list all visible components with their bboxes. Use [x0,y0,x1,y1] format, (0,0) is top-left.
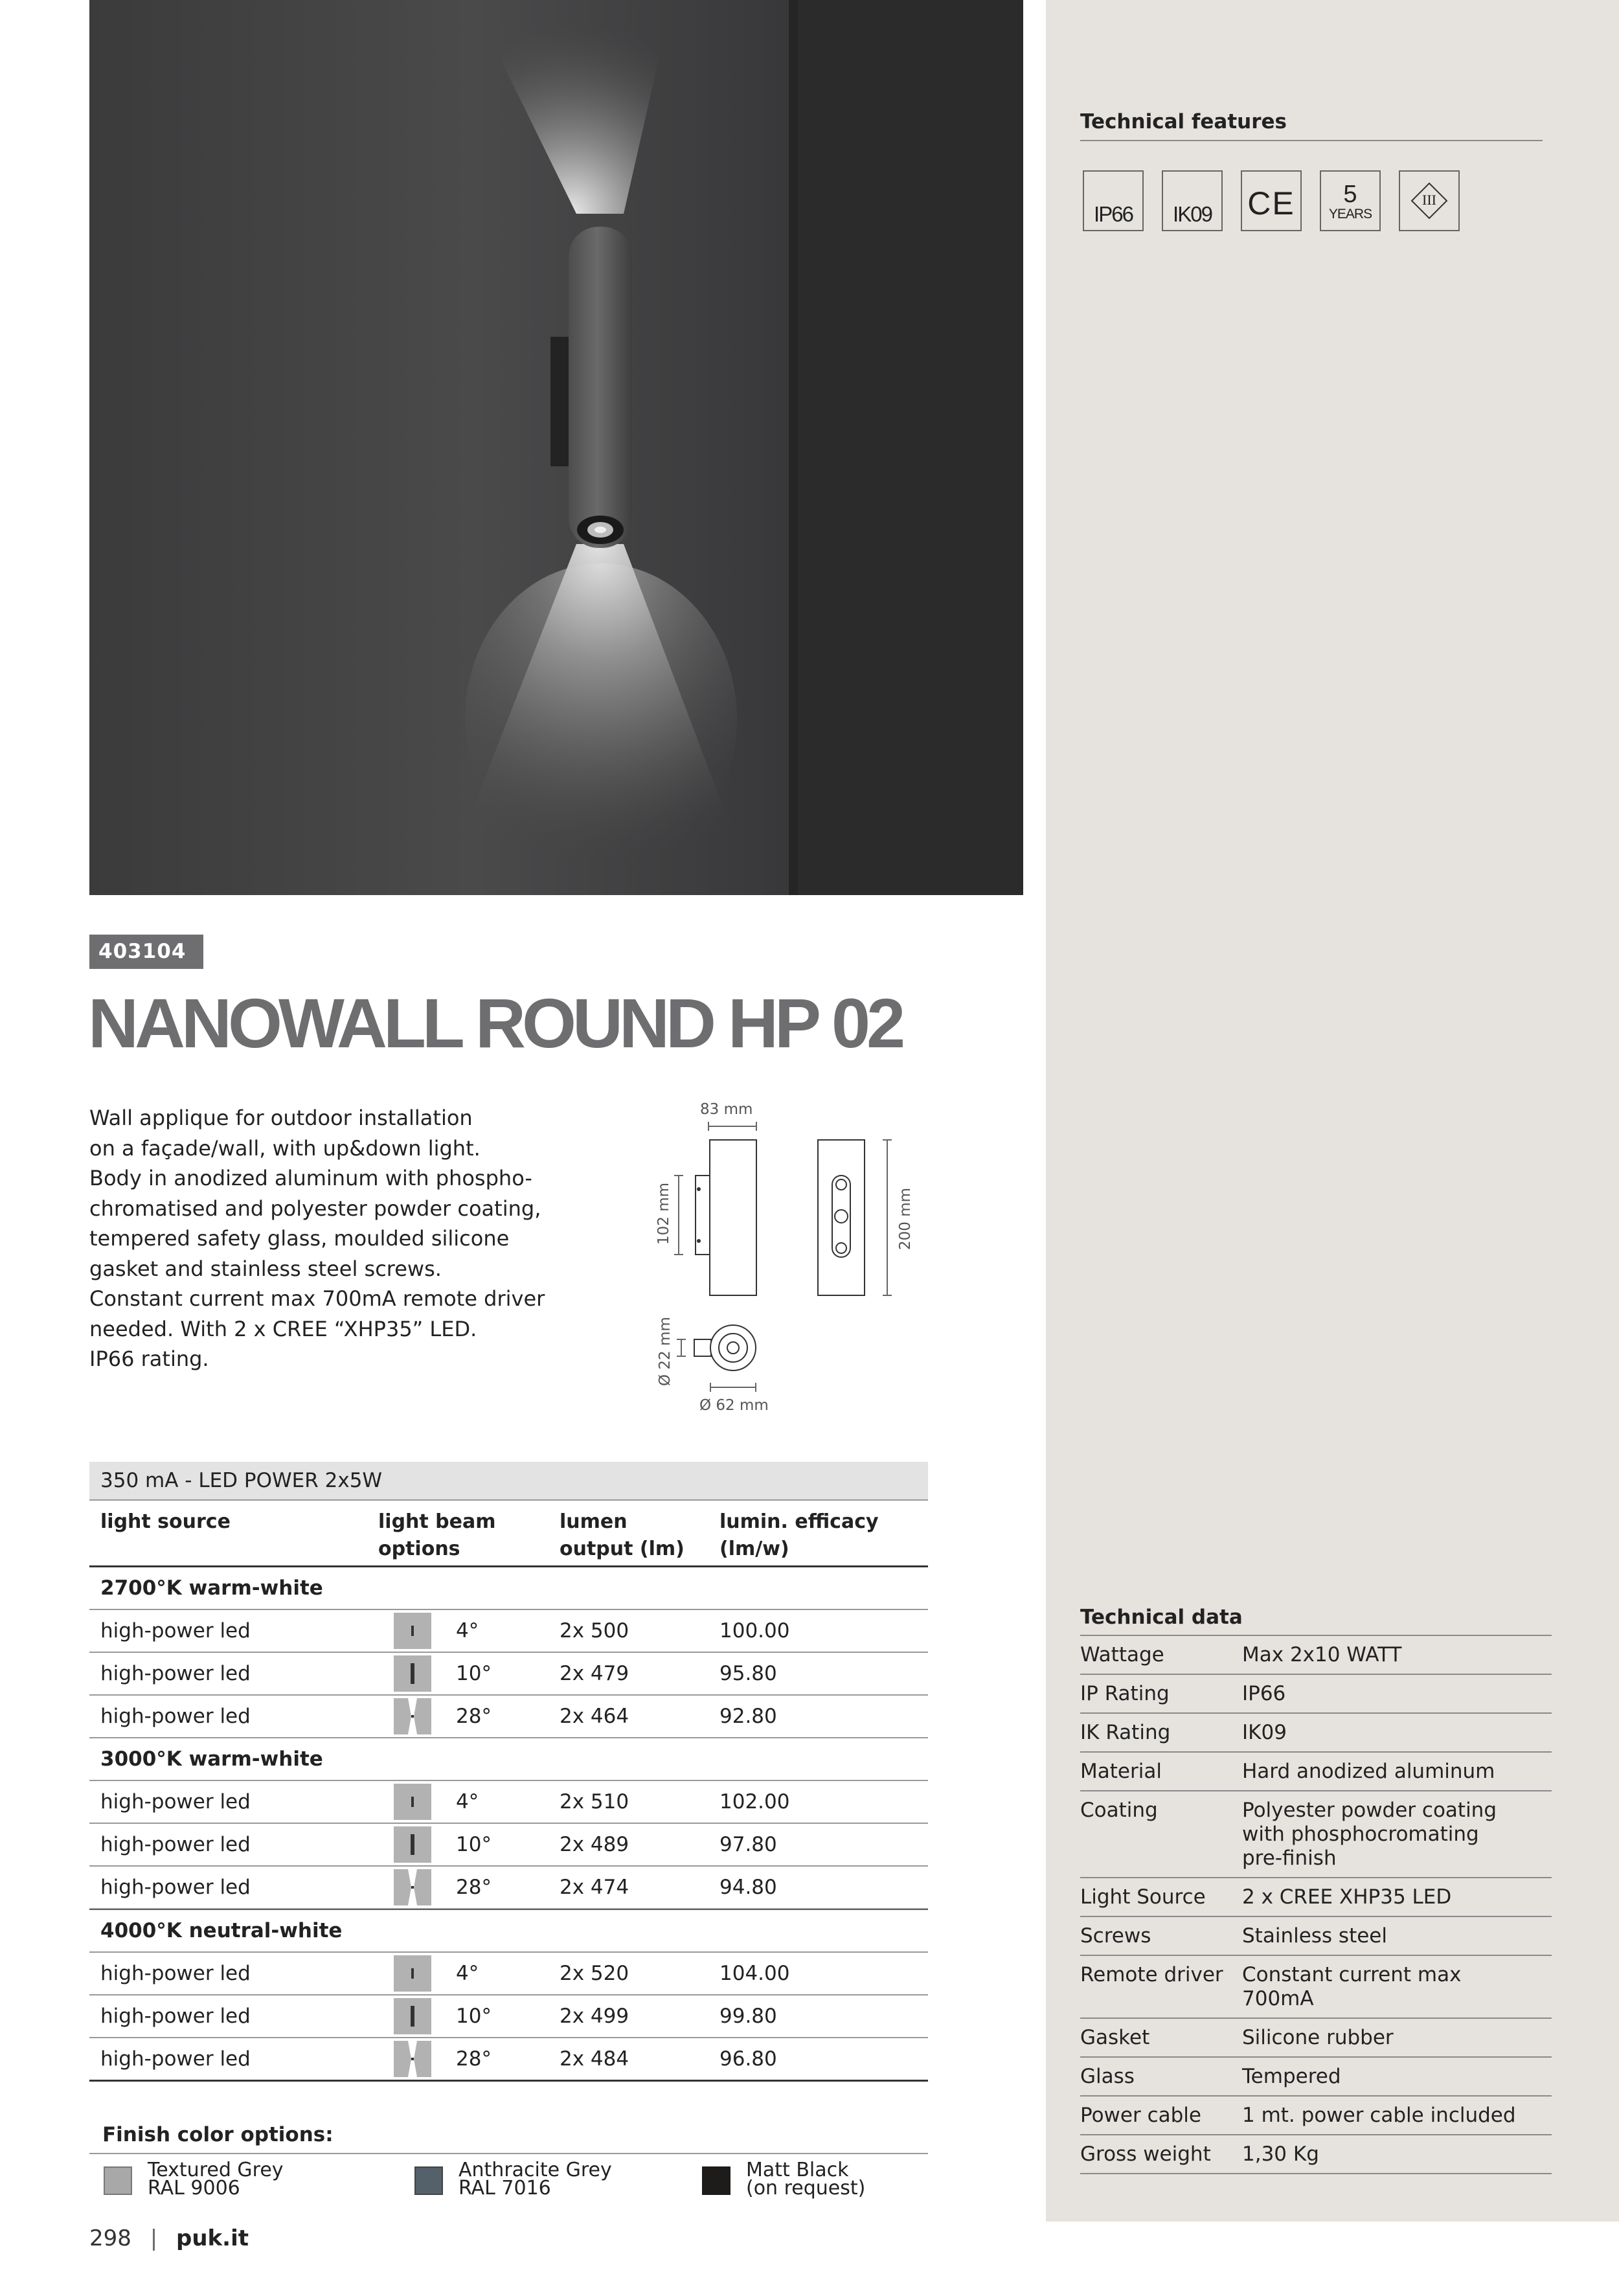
beam-wide-icon [394,1698,431,1734]
cell-efficacy: 97.80 [719,1833,777,1856]
data-row [1080,1791,1552,1878]
data-row [1080,1636,1552,1675]
data-row [1080,1714,1552,1753]
data-value: Hard anodized aluminum [1242,1760,1495,1783]
data-key: Coating [1080,1799,1158,1822]
finish-name: Matt Black [746,2159,849,2181]
cell-efficacy: 92.80 [719,1705,777,1728]
data-key: Gasket [1080,2026,1150,2049]
badge-text: IP66 [1094,202,1133,226]
header-light-source: light source [100,1510,231,1533]
cell-beam: 4° [456,1962,479,1985]
data-value: Tempered [1242,2065,1341,2088]
table-row [89,1824,928,1867]
cell-efficacy: 104.00 [719,1962,790,1985]
spec-table-title: 350 mA - LED POWER 2x5W [89,1462,928,1501]
cell-beam: 10° [456,1662,492,1685]
mount-height-label: 102 mm [655,1182,672,1245]
technical-features-title: Technical features [1080,110,1287,133]
cell-lumen: 2x 484 [560,2047,629,2071]
cell-efficacy: 94.80 [719,1876,777,1899]
cell-source: high-power led [100,1876,251,1899]
ik09-icon [1162,170,1223,231]
cell-lumen: 2x 474 [560,1876,629,1899]
product-title: NANOWALL ROUND HP 02 [88,984,902,1062]
data-row [1080,2019,1552,2058]
spec-table-header [89,1501,928,1567]
finish-ral: RAL 9006 [148,2177,240,2199]
data-key: Power cable [1080,2104,1201,2127]
product-code: 403104 [89,935,203,969]
ip66-icon [1083,170,1144,231]
data-key: Wattage [1080,1643,1164,1666]
data-value: 1 mt. power cable included [1242,2104,1516,2127]
table-row [89,1867,928,1909]
height-label: 200 mm [897,1187,914,1250]
badge-number: 5 [1343,181,1357,208]
cell-lumen: 2x 510 [560,1790,629,1813]
cell-beam: 28° [456,2047,492,2071]
badge-text: IK09 [1173,202,1212,226]
data-value: IK09 [1242,1721,1287,1744]
cell-lumen: 2x 479 [560,1662,629,1685]
class-iii-icon [1399,170,1460,231]
cell-source: high-power led [100,2005,251,2028]
cell-source: high-power led [100,1833,251,1856]
finish-label [459,2161,612,2198]
bracket-diameter-label: Ø 22 mm [657,1317,674,1386]
group-row [89,1567,928,1610]
color-swatch [414,2166,443,2195]
description-line: needed. With 2 x CREE “XHP35” LED. [89,1316,477,1341]
data-value: Stainless steel [1242,1924,1387,1948]
page-number: 298 [89,2225,131,2251]
description-line: tempered safety glass, moulded silicone [89,1226,510,1251]
cell-source: high-power led [100,2047,251,2071]
group-name: 3000°K warm-white [100,1747,323,1771]
cell-lumen: 2x 499 [560,2005,629,2028]
technical-data-table [1080,1600,1552,2174]
data-row [1080,1878,1552,1917]
data-key: Screws [1080,1924,1151,1948]
header-efficacy: lumin. efficacy (lm/w) [719,1510,879,1560]
width-dimension-label: 83 mm [700,1101,753,1118]
product-photo [89,0,1023,895]
warranty-5-years-icon [1320,170,1381,231]
description-line: Body in anodized aluminum with phospho- [89,1166,532,1190]
finish-name: Anthracite Grey [459,2159,612,2181]
cell-efficacy: 96.80 [719,2047,777,2071]
data-value: Constant current max 700mA [1242,1963,1462,2010]
description-line: gasket and stainless steel screws. [89,1256,442,1281]
description-line: Constant current max 700mA remote driver [89,1286,545,1311]
table-row [89,2038,928,2082]
badge-text: III [1422,192,1436,208]
cell-beam: 10° [456,2005,492,2028]
product-description [89,1103,620,1374]
technical-data-title: Technical data [1080,1600,1552,1636]
group-name: 4000°K neutral-white [100,1919,343,1942]
divider [1080,140,1543,141]
cell-lumen: 2x 464 [560,1705,629,1728]
data-row [1080,2097,1552,2135]
data-value: IP66 [1242,1682,1286,1705]
ce-mark-icon [1241,170,1302,231]
data-key: IP Rating [1080,1682,1170,1705]
cell-source: high-power led [100,1705,251,1728]
group-row [89,1738,928,1781]
finish-label [746,2161,865,2198]
beam-wide-icon [394,2041,431,2077]
data-row [1080,1675,1552,1714]
group-name: 2700°K warm-white [100,1576,323,1600]
finish-label [148,2161,284,2198]
table-row [89,1610,928,1653]
finish-options [89,2117,928,2199]
data-value: Max 2x10 WATT [1242,1643,1402,1666]
color-swatch [702,2166,730,2195]
data-key: IK Rating [1080,1721,1171,1744]
header-light-beam: light beam options [378,1510,496,1560]
cell-beam: 4° [456,1790,479,1813]
beam-narrow-icon [394,1613,431,1649]
group-row [89,1909,928,1953]
badge-text: YEARS [1328,207,1372,222]
finish-title: Finish color options: [89,2117,928,2154]
beam-wide-icon [394,1869,431,1905]
data-value: Polyester powder coating with phosphocromating pre-finish [1242,1799,1497,1870]
beam-medium-icon [394,1826,431,1863]
cell-lumen: 2x 500 [560,1619,629,1642]
cell-source: high-power led [100,1662,251,1685]
finish-ral: RAL 7016 [459,2177,551,2199]
data-row [1080,1956,1552,2019]
data-row [1080,1753,1552,1791]
description-line: chromatised and polyester powder coating, [89,1196,541,1221]
data-key: Material [1080,1760,1162,1783]
cell-lumen: 2x 520 [560,1962,629,1985]
cell-source: high-power led [100,1790,251,1813]
data-value: 1,30 Kg [1242,2143,1319,2166]
beam-medium-icon [394,1655,431,1692]
description-line: IP66 rating. [89,1347,209,1371]
description-line: Wall applique for outdoor installation [89,1106,473,1130]
finish-name: Textured Grey [148,2159,284,2181]
table-row [89,1953,928,1995]
data-value: Silicone rubber [1242,2026,1394,2049]
data-key: Light Source [1080,1885,1206,1909]
beam-narrow-icon [394,1784,431,1820]
table-row [89,1781,928,1824]
table-row [89,1995,928,2038]
cell-efficacy: 100.00 [719,1619,790,1642]
cell-beam: 10° [456,1833,492,1856]
page-footer [89,2225,249,2251]
badge-text: CE [1247,185,1295,222]
cell-efficacy: 95.80 [719,1662,777,1685]
finish-note: (on request) [746,2177,866,2199]
color-swatch [104,2166,132,2195]
cell-beam: 28° [456,1705,492,1728]
beam-medium-icon [394,1998,431,2034]
beam-narrow-icon [394,1955,431,1992]
cell-beam: 28° [456,1876,492,1899]
cell-beam: 4° [456,1619,479,1642]
data-key: Gross weight [1080,2143,1211,2166]
header-lumen-output: lumen output (lm) [560,1510,685,1560]
data-row [1080,2135,1552,2174]
led-spec-table [89,1462,928,2082]
cell-source: high-power led [100,1962,251,1985]
data-key: Remote driver [1080,1963,1223,1986]
technical-drawing [648,1095,920,1425]
table-row [89,1696,928,1738]
table-row [89,1653,928,1696]
data-value: 2 x CREE XHP35 LED [1242,1885,1452,1909]
cell-source: high-power led [100,1619,251,1642]
data-row [1080,2058,1552,2097]
footer-separator: | [150,2225,158,2251]
description-line: on a façade/wall, with up&down light. [89,1135,481,1161]
data-key: Glass [1080,2065,1135,2088]
data-row [1080,1917,1552,1956]
cell-efficacy: 102.00 [719,1790,790,1813]
website-link[interactable]: puk.it [176,2225,249,2251]
cell-efficacy: 99.80 [719,2005,777,2028]
diameter-label: Ø 62 mm [699,1397,769,1414]
cell-lumen: 2x 489 [560,1833,629,1856]
